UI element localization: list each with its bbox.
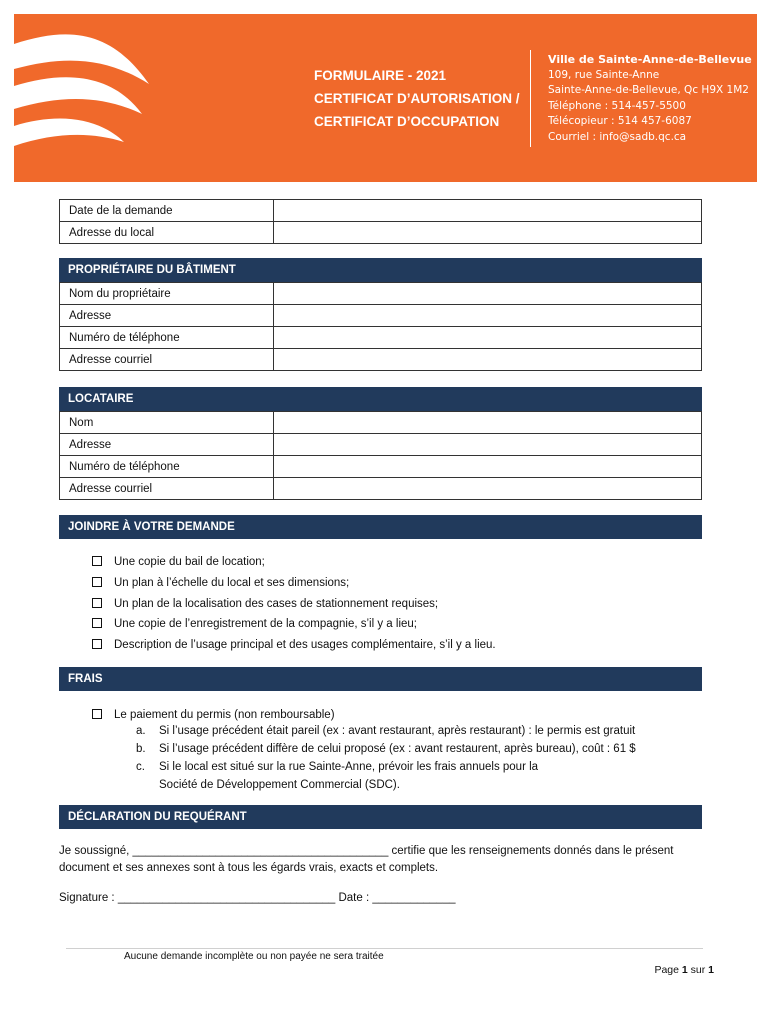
- form-title-line: CERTIFICAT D’AUTORISATION /: [314, 91, 520, 106]
- city-address-line2: Sainte-Anne-de-Bellevue, Qc H9X 1M2: [548, 84, 749, 96]
- table-row: [60, 327, 702, 349]
- signature-line[interactable]: Signature : __________________________________ Date : _____________: [59, 892, 456, 904]
- checklist-item: [92, 552, 496, 573]
- subitem-text: Si l’usage précédent diffère de celui proposé (ex : avant restaurent, après bureau), coût : 61 $: [159, 743, 636, 755]
- checklist-item-label: Une copie du bail de location;: [114, 556, 265, 568]
- checkbox[interactable]: [92, 709, 102, 719]
- checklist-item: [92, 614, 496, 635]
- table-row: [60, 456, 702, 478]
- declaration-section-header: DÉCLARATION DU REQUÉRANT: [59, 805, 702, 829]
- tenant-section-header: LOCATAIRE: [59, 387, 702, 411]
- declaration-text: Je soussigné, ________________________________________ certifie que les renseignements donnés dans le présent document et ses annexes sont à tous les égards vrais, exacts et complets.: [59, 845, 674, 874]
- fees-item-label: Le paiement du permis (non remboursable): [114, 709, 335, 721]
- fees-sublist: [136, 722, 636, 794]
- owner-name-field[interactable]: [274, 283, 702, 305]
- tenant-email-field[interactable]: [274, 478, 702, 500]
- city-logo-waves: [14, 14, 174, 182]
- tenant-address-field[interactable]: [274, 434, 702, 456]
- tenant-phone-field[interactable]: [274, 456, 702, 478]
- page-total: 1: [708, 964, 714, 976]
- fees-subitem: [136, 722, 636, 740]
- city-fax: Télécopieur : 514 457-6087: [548, 115, 692, 127]
- header-divider: [530, 50, 531, 147]
- owner-address-field[interactable]: [274, 305, 702, 327]
- owner-name-label: Nom du propriétaire: [60, 283, 274, 305]
- fees-subitem: [136, 758, 636, 794]
- table-row: [60, 305, 702, 327]
- table-row: [60, 478, 702, 500]
- attach-checklist: [92, 552, 496, 656]
- local-address-label: Adresse du local: [60, 222, 274, 244]
- checkbox[interactable]: [92, 639, 102, 649]
- page-number: [654, 964, 714, 976]
- owner-table: [59, 282, 702, 371]
- table-row: [60, 283, 702, 305]
- fees-section-header: FRAIS: [59, 667, 702, 691]
- attach-section-header: JOINDRE À VOTRE DEMANDE: [59, 515, 702, 539]
- tenant-name-field[interactable]: [274, 412, 702, 434]
- footer-note: Aucune demande incomplète ou non payée ne sera traitée: [124, 951, 384, 962]
- table-row: [60, 412, 702, 434]
- checkbox[interactable]: [92, 618, 102, 628]
- page-prefix: Page: [654, 964, 682, 976]
- owner-phone-label: Numéro de téléphone: [60, 327, 274, 349]
- subitem-text: Si l’usage précédent était pareil (ex : avant restaurant, après restaurant) : le permis est gratuit: [159, 725, 636, 737]
- checklist-item-label: Un plan à l’échelle du local et ses dimensions;: [114, 576, 350, 589]
- subitem-letter: a.: [136, 725, 146, 737]
- city-phone: Téléphone : 514-457-5500: [548, 99, 686, 112]
- tenant-email-label: Adresse courriel: [60, 478, 274, 500]
- form-title-line: CERTIFICAT D’OCCUPATION: [314, 114, 500, 129]
- form-title-line: FORMULAIRE - 2021: [314, 68, 447, 83]
- checkbox[interactable]: [92, 577, 102, 587]
- checklist-item-label: Une copie de l’enregistrement de la compagnie, s’il y a lieu;: [114, 618, 417, 631]
- checklist-item: [92, 573, 496, 594]
- city-name: Ville de Sainte-Anne-de-Bellevue: [548, 53, 752, 66]
- tenant-name-label: Nom: [60, 412, 274, 434]
- date-label: Date de la demande: [60, 200, 274, 222]
- request-table: [59, 199, 702, 244]
- table-row: [60, 200, 702, 222]
- local-address-field[interactable]: [274, 222, 702, 244]
- owner-email-label: Adresse courriel: [60, 349, 274, 371]
- fees-subitem: [136, 740, 636, 758]
- tenant-table: [59, 411, 702, 500]
- checklist-item: [92, 635, 496, 656]
- owner-email-field[interactable]: [274, 349, 702, 371]
- city-address-line1: 109, rue Sainte-Anne: [548, 68, 660, 81]
- owner-phone-field[interactable]: [274, 327, 702, 349]
- table-row: [60, 222, 702, 244]
- table-row: [60, 434, 702, 456]
- page-mid: sur: [687, 964, 709, 976]
- date-field[interactable]: [274, 200, 702, 222]
- form-title: [314, 64, 520, 133]
- subitem-letter: c.: [136, 761, 145, 773]
- checklist-item-label: Description de l’usage principal et des usages complémentaire, s’il y a lieu.: [114, 639, 496, 652]
- table-row: [60, 349, 702, 371]
- city-email: Courriel : info@sadb.qc.ca: [548, 130, 687, 143]
- subitem-text: Si le local est situé sur la rue Sainte-Anne, prévoir les frais annuels pour la Société de Développement Commercial (SDC).: [159, 761, 539, 791]
- tenant-address-label: Adresse: [60, 434, 274, 456]
- checklist-item: [92, 594, 496, 615]
- owner-address-label: Adresse: [60, 305, 274, 327]
- tenant-phone-label: Numéro de téléphone: [60, 456, 274, 478]
- header-banner: [14, 14, 757, 182]
- checkbox[interactable]: [92, 598, 102, 608]
- subitem-letter: b.: [136, 743, 146, 755]
- city-contact: [548, 52, 752, 145]
- checkbox[interactable]: [92, 556, 102, 566]
- footer-divider: [66, 948, 703, 949]
- page-current: 1: [681, 964, 688, 976]
- owner-section-header: PROPRIÉTAIRE DU BÂTIMENT: [59, 258, 702, 282]
- checklist-item-label: Un plan de la localisation des cases de stationnement requises;: [114, 597, 439, 610]
